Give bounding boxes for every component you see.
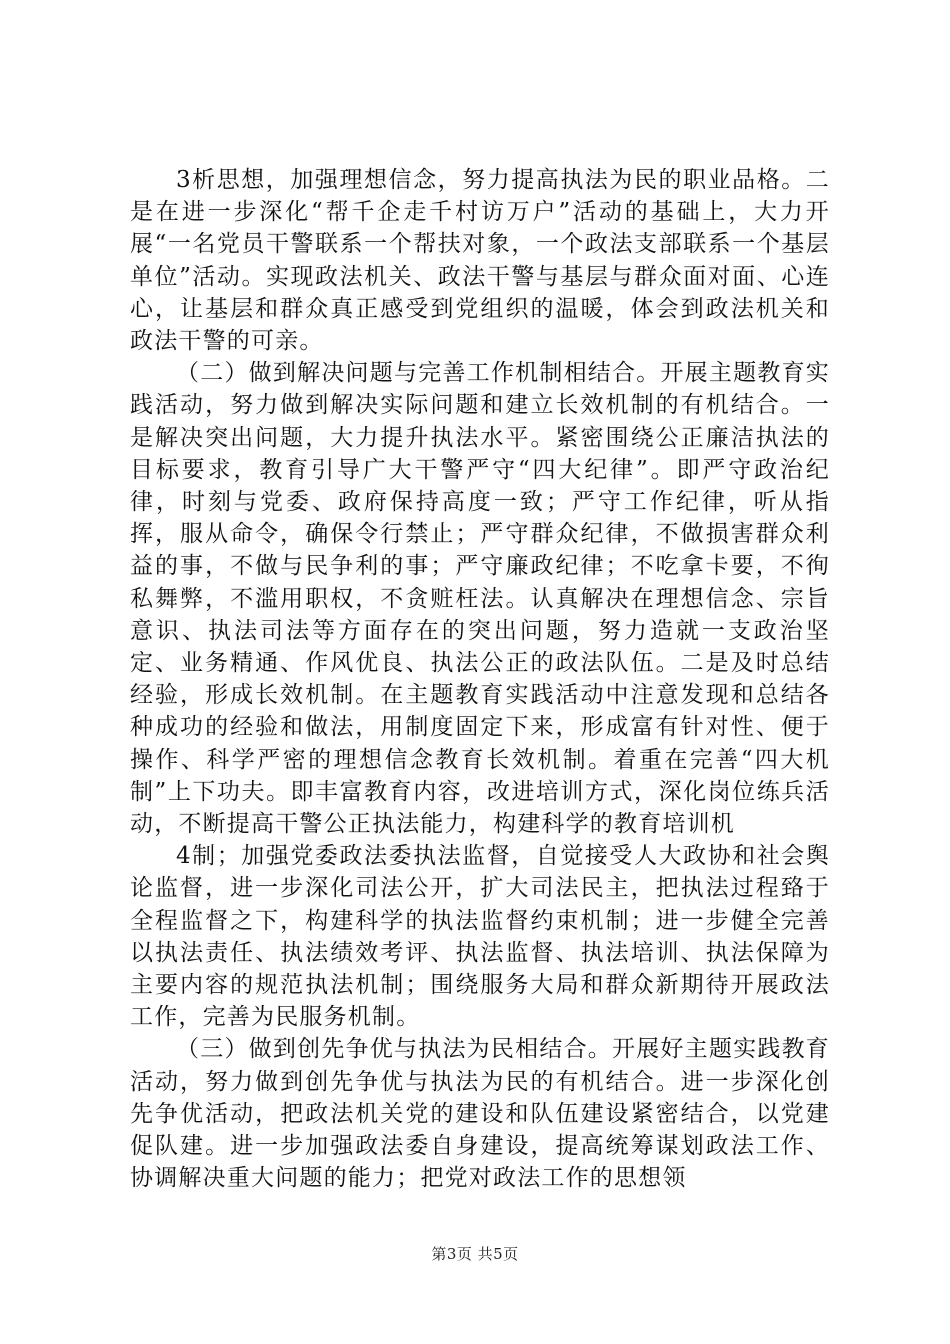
paragraph-4: （三）做到创先争优与执法为民相结合。开展好主题实践教育活动，努力做到创先争优与执法为民的有机结合。进一步深化创先争优活动，把政法机关党的建设和队伍建设紧密结合，以党建促队建。进一步加强政法委自身建设，提高统筹谋划政法工作、协调解决重大问题的能力；把党对政法工作的思想领: [130, 1036, 830, 1192]
document-body: [130, 164, 830, 1195]
paragraph-2: （二）做到解决问题与完善工作机制相结合。开展主题教育实践活动，努力做到解决实际问题和建立长效机制的有机结合。一是解决突出问题，大力提升执法水平。紧密围绕公正廉洁执法的目标要求，教育引导广大干警严守“四大纪律”。即严守政治纪律，时刻与党委、政府保持高度一致；严守工作纪律，听从指挥，服从命令，确保令行禁止；严守群众纪律，不做损害群众利益的事，不做与民争利的事；严守廉政纪律；不吃拿卡要，不徇私舞弊，不滥用职权，不贪赃枉法。认真解决在理想信念、宗旨意识、执法司法等方面存在的突出问题，努力造就一支政治坚定、业务精通、作风优良、执法公正的政法队伍。二是及时总结经验，形成长效机制。在主题教育实践活动中注意发现和总结各种成功的经验和做法，用制度固定下来，形成富有针对性、便于操作、科学严密的理想信念教育长效机制。着重在完善“四大机制”上下功夫。即丰富教育内容，改进培训方式，深化岗位练兵活动，不断提高干警公正执法能力，构建科学的教育培训机: [130, 360, 830, 838]
paragraph-3: 4制；加强党委政法委执法监督，自觉接受人大政协和社会舆论监督，进一步深化司法公开，扩大司法民主，把执法过程臵于全程监督之下，构建科学的执法监督约束机制；进一步健全完善以执法责任、执法绩效考评、执法监督、执法培训、执法保障为主要内容的规范执法机制；围绕服务大局和群众新期待开展政法工作，完善为民服务机制。: [130, 843, 830, 1031]
paragraph-1: 3析思想，加强理想信念，努力提高执法为民的职业品格。二是在进一步深化“帮千企走千村访万户”活动的基础上，大力开展“一名党员干警联系一个帮扶对象，一个政法支部联系一个基层单位”活动。实现政法机关、政法干警与基层与群众面对面、心连心，让基层和群众真正感受到党组织的温暖，体会到政法机关和政法干警的可亲。: [130, 167, 830, 355]
page-number-footer: 第3页 共5页: [431, 1245, 519, 1263]
